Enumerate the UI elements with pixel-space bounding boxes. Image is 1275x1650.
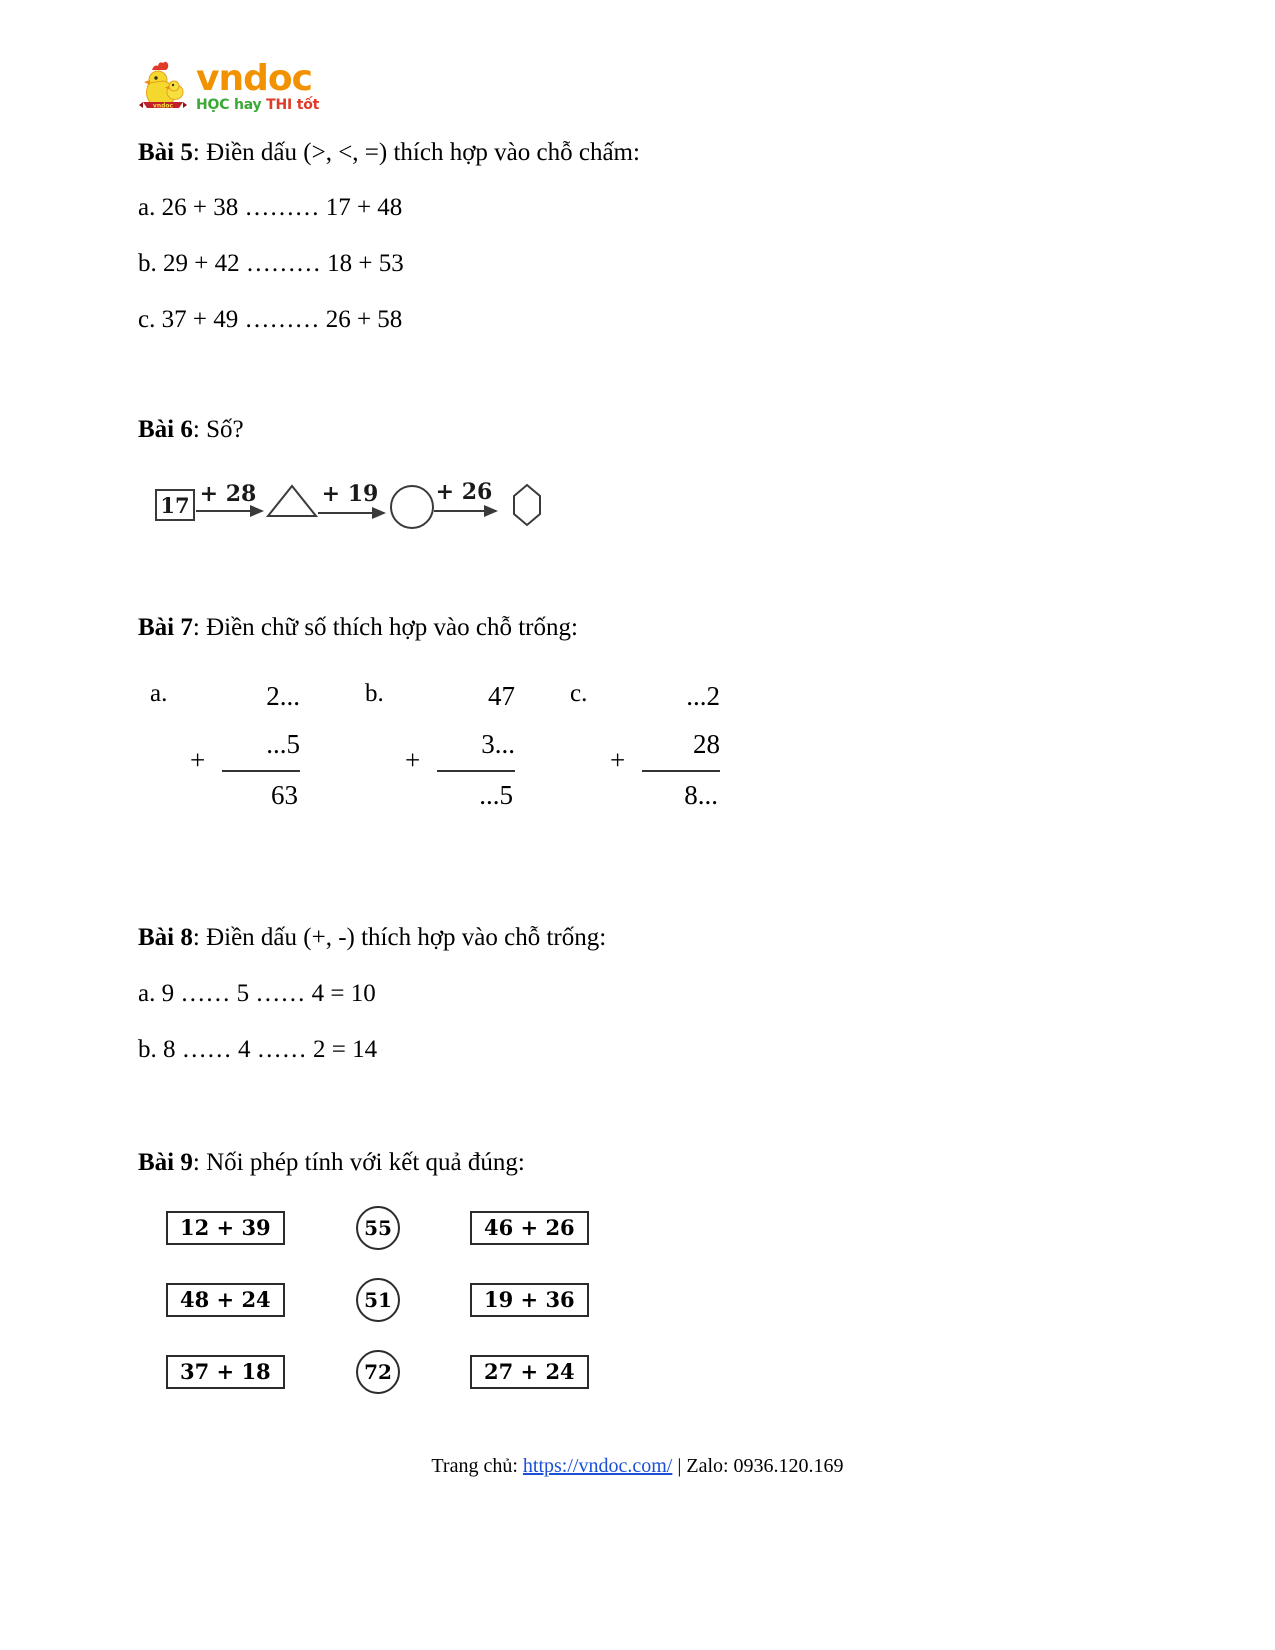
bai6-number: Bài 6: [138, 416, 193, 443]
vndoc-logo: [138, 58, 319, 116]
bai8-number: Bài 8: [138, 924, 193, 951]
svg-text:+ 26: + 26: [435, 479, 493, 505]
bai9-expression-right-3[interactable]: 27 + 24: [470, 1355, 589, 1389]
svg-text:vndoc: vndoc: [152, 102, 174, 110]
bai9-title: : Nối phép tính với kết quả đúng:: [192, 1149, 525, 1176]
bai9-expression-left-3[interactable]: 37 + 18: [166, 1355, 285, 1389]
bai9-row-2: [160, 1277, 600, 1323]
bai7-operator-c: +: [610, 745, 626, 775]
bai5-item-b: b. 29 + 42 ……… 18 + 53: [138, 250, 404, 277]
footer-suffix: | Zalo: 0936.120.169: [672, 1455, 844, 1477]
bai8-item-b: b. 8 …… 4 …… 2 = 14: [138, 1036, 378, 1063]
footer-website-link[interactable]: https://vndoc.com/: [522, 1455, 673, 1477]
bai7-addend1-a: 2...: [266, 680, 300, 711]
logo-tagline: [196, 98, 319, 112]
logo-tagline-green: HỌC hay: [196, 97, 262, 114]
bai7-sum-a: 63: [271, 779, 298, 810]
bai7-operator-b: +: [405, 745, 421, 775]
bai7-addend2-a: [190, 720, 308, 775]
bai9-expression-left-2[interactable]: 48 + 24: [166, 1283, 285, 1317]
bai7-heading: [138, 613, 578, 643]
bai5-title: : Điền dấu (>, <, =) thích hợp vào chỗ chấm:: [192, 139, 640, 166]
bai9-row-3: [160, 1349, 600, 1395]
bai7-stack-a: [190, 672, 308, 818]
bai7-letter-c: c.: [570, 680, 588, 707]
chicken-mascot-icon: [138, 58, 190, 116]
bai7-addend2-c: [610, 720, 728, 775]
bai7-columns: [150, 672, 750, 852]
bai7-addend2-value-b: 3...: [481, 728, 515, 759]
bai9-result-circle-1[interactable]: 55: [356, 1206, 400, 1250]
bai7-stack-b: [405, 672, 523, 818]
bai7-stack-c: [610, 672, 728, 818]
bai7-number: Bài 7: [138, 614, 193, 641]
bai7-letter-a: a.: [150, 680, 168, 707]
page-footer: [0, 1455, 1275, 1478]
bai9-result-circle-2[interactable]: 51: [356, 1278, 400, 1322]
bai8-heading: [138, 923, 606, 953]
bai7-addend1-c: ...2: [686, 680, 720, 711]
bai7-letter-b: b.: [365, 680, 384, 707]
bai9-result-circle-3[interactable]: 72: [356, 1350, 400, 1394]
bai8-title: : Điền dấu (+, -) thích hợp vào chỗ trống:: [192, 924, 607, 951]
bai9-number: Bài 9: [138, 1149, 193, 1176]
bai9-expression-right-2[interactable]: 19 + 36: [470, 1283, 589, 1317]
bai7-sum-b: ...5: [479, 779, 513, 810]
bai6-heading: [138, 415, 244, 445]
svg-text:+ 28: + 28: [199, 481, 257, 507]
bai9-expression-right-1[interactable]: 46 + 26: [470, 1211, 589, 1245]
footer-prefix: Trang chủ:: [431, 1455, 523, 1477]
bai9-row-1: [160, 1205, 600, 1251]
bai5-item-c: c. 37 + 49 ……… 26 + 58: [138, 306, 403, 333]
bai5-number: Bài 5: [138, 139, 193, 166]
bai7-addend2-value-a: ...5: [266, 728, 300, 759]
bai6-title: : Số?: [192, 416, 244, 443]
bai7-addend2-value-c: 28: [693, 728, 720, 759]
bai7-addend2-b: [405, 720, 523, 775]
bai7-addend1-b: 47: [488, 680, 515, 711]
logo-tagline-red: THI tốt: [266, 97, 320, 114]
bai9-heading: [138, 1148, 525, 1178]
logo-wordmark: vndoc: [196, 57, 312, 99]
bai7-title: : Điền chữ số thích hợp vào chỗ trống:: [192, 614, 578, 641]
bai5-item-a: a. 26 + 38 ……… 17 + 48: [138, 194, 403, 221]
bai7-operator-a: +: [190, 745, 206, 775]
svg-text:+ 19: + 19: [321, 481, 379, 507]
logo-text: [196, 57, 320, 114]
bai6-flow-diagram: [150, 470, 550, 532]
bai8-item-a: a. 9 …… 5 …… 4 = 10: [138, 980, 376, 1007]
svg-text:17: 17: [160, 493, 190, 518]
bai9-expression-left-1[interactable]: 12 + 39: [166, 1211, 285, 1245]
bai9-matching-grid: [160, 1205, 600, 1395]
bai7-sum-c: 8...: [684, 779, 718, 810]
bai5-heading: [138, 138, 640, 168]
